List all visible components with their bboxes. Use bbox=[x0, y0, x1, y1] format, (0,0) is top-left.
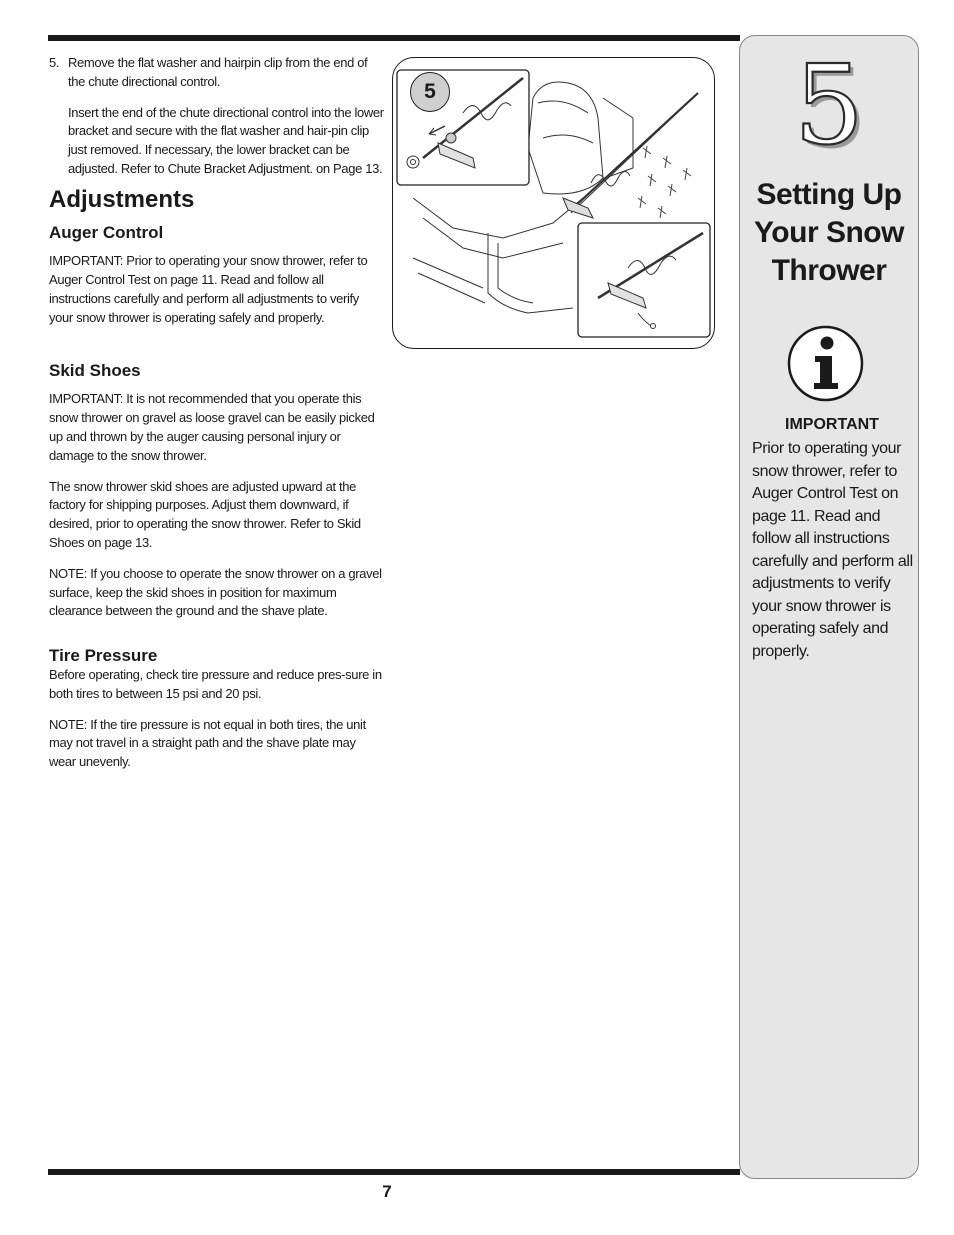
page-number: 7 bbox=[382, 1182, 392, 1201]
skid-shoes-text-2: The snow thrower skid shoes are adjusted upward at the factory for shipping purposes. Adjust them downward, if desired, prior to operating the snow thrower. Refer to Skid Shoes on page 13. bbox=[49, 478, 361, 550]
chapter-title bbox=[740, 176, 918, 290]
step-5 bbox=[49, 54, 384, 104]
figure-number-badge: 5 bbox=[410, 72, 450, 112]
step-5-text: Remove the flat washer and hairpin clip from the end of the chute directional control. bbox=[68, 55, 368, 89]
tire-pressure-heading: Tire Pressure bbox=[49, 646, 158, 666]
skid-shoes-heading: Skid Shoes bbox=[49, 360, 141, 380]
chapter-sidebar bbox=[739, 35, 919, 1179]
bottom-rule bbox=[48, 1169, 740, 1175]
auger-control-text: IMPORTANT: Prior to operating your snow thrower, refer to Auger Control Test on page 11. Read and follow all instructions carefully and perform all adjustments to verify your snow thrower is operating safely and properly. bbox=[49, 253, 368, 325]
main-column bbox=[49, 54, 384, 784]
tire-pressure-text-2: NOTE: If the tire pressure is not equal in both tires, the unit may not travel in a straight path and the shave plate may wear unevenly. bbox=[49, 716, 366, 770]
skid-shoes-text-1: IMPORTANT: It is not recommended that you operate this snow thrower on gravel as loose gravel can be easily picked up and thrown by the auger causing personal injury or damage to the snow thrower. bbox=[49, 391, 375, 463]
important-text: Prior to operating your snow thrower, refer to Auger Control Test on page 11. Read and follow all instructions carefully and perform all adjustments to verify your snow thrower is operating safely and properly. bbox=[752, 440, 913, 660]
info-icon bbox=[787, 325, 864, 402]
auger-control-heading: Auger Control bbox=[49, 222, 164, 242]
chapter-title-line-3: Thrower bbox=[771, 254, 887, 287]
chapter-title-line-2: Your Snow bbox=[754, 216, 904, 249]
skid-shoes-text-3: NOTE: If you choose to operate the snow thrower on a gravel surface, keep the skid shoes in position for maximum clearance between the ground and the shave plate. bbox=[49, 565, 382, 619]
important-label: IMPORTANT bbox=[785, 416, 879, 433]
step-5-instruction: Insert the end of the chute directional control into the lower bracket and secure with the flat washer and hair-pin clip just removed. If necessary, the lower bracket can be adjusted. Refer to Chute Bracket Adjustment. on Page 13. bbox=[68, 104, 384, 176]
figure-5-illustration bbox=[392, 57, 715, 349]
chapter-number: 5 bbox=[794, 41, 864, 169]
adjustments-heading: Adjustments bbox=[49, 185, 195, 213]
chapter-title-line-1: Setting Up bbox=[756, 178, 902, 211]
top-rule bbox=[48, 35, 740, 41]
tire-pressure-text-1: Before operating, check tire pressure and reduce pres-sure in both tires to between 15 psi and 20 psi. bbox=[49, 666, 382, 701]
step-number: 5. bbox=[49, 55, 60, 70]
